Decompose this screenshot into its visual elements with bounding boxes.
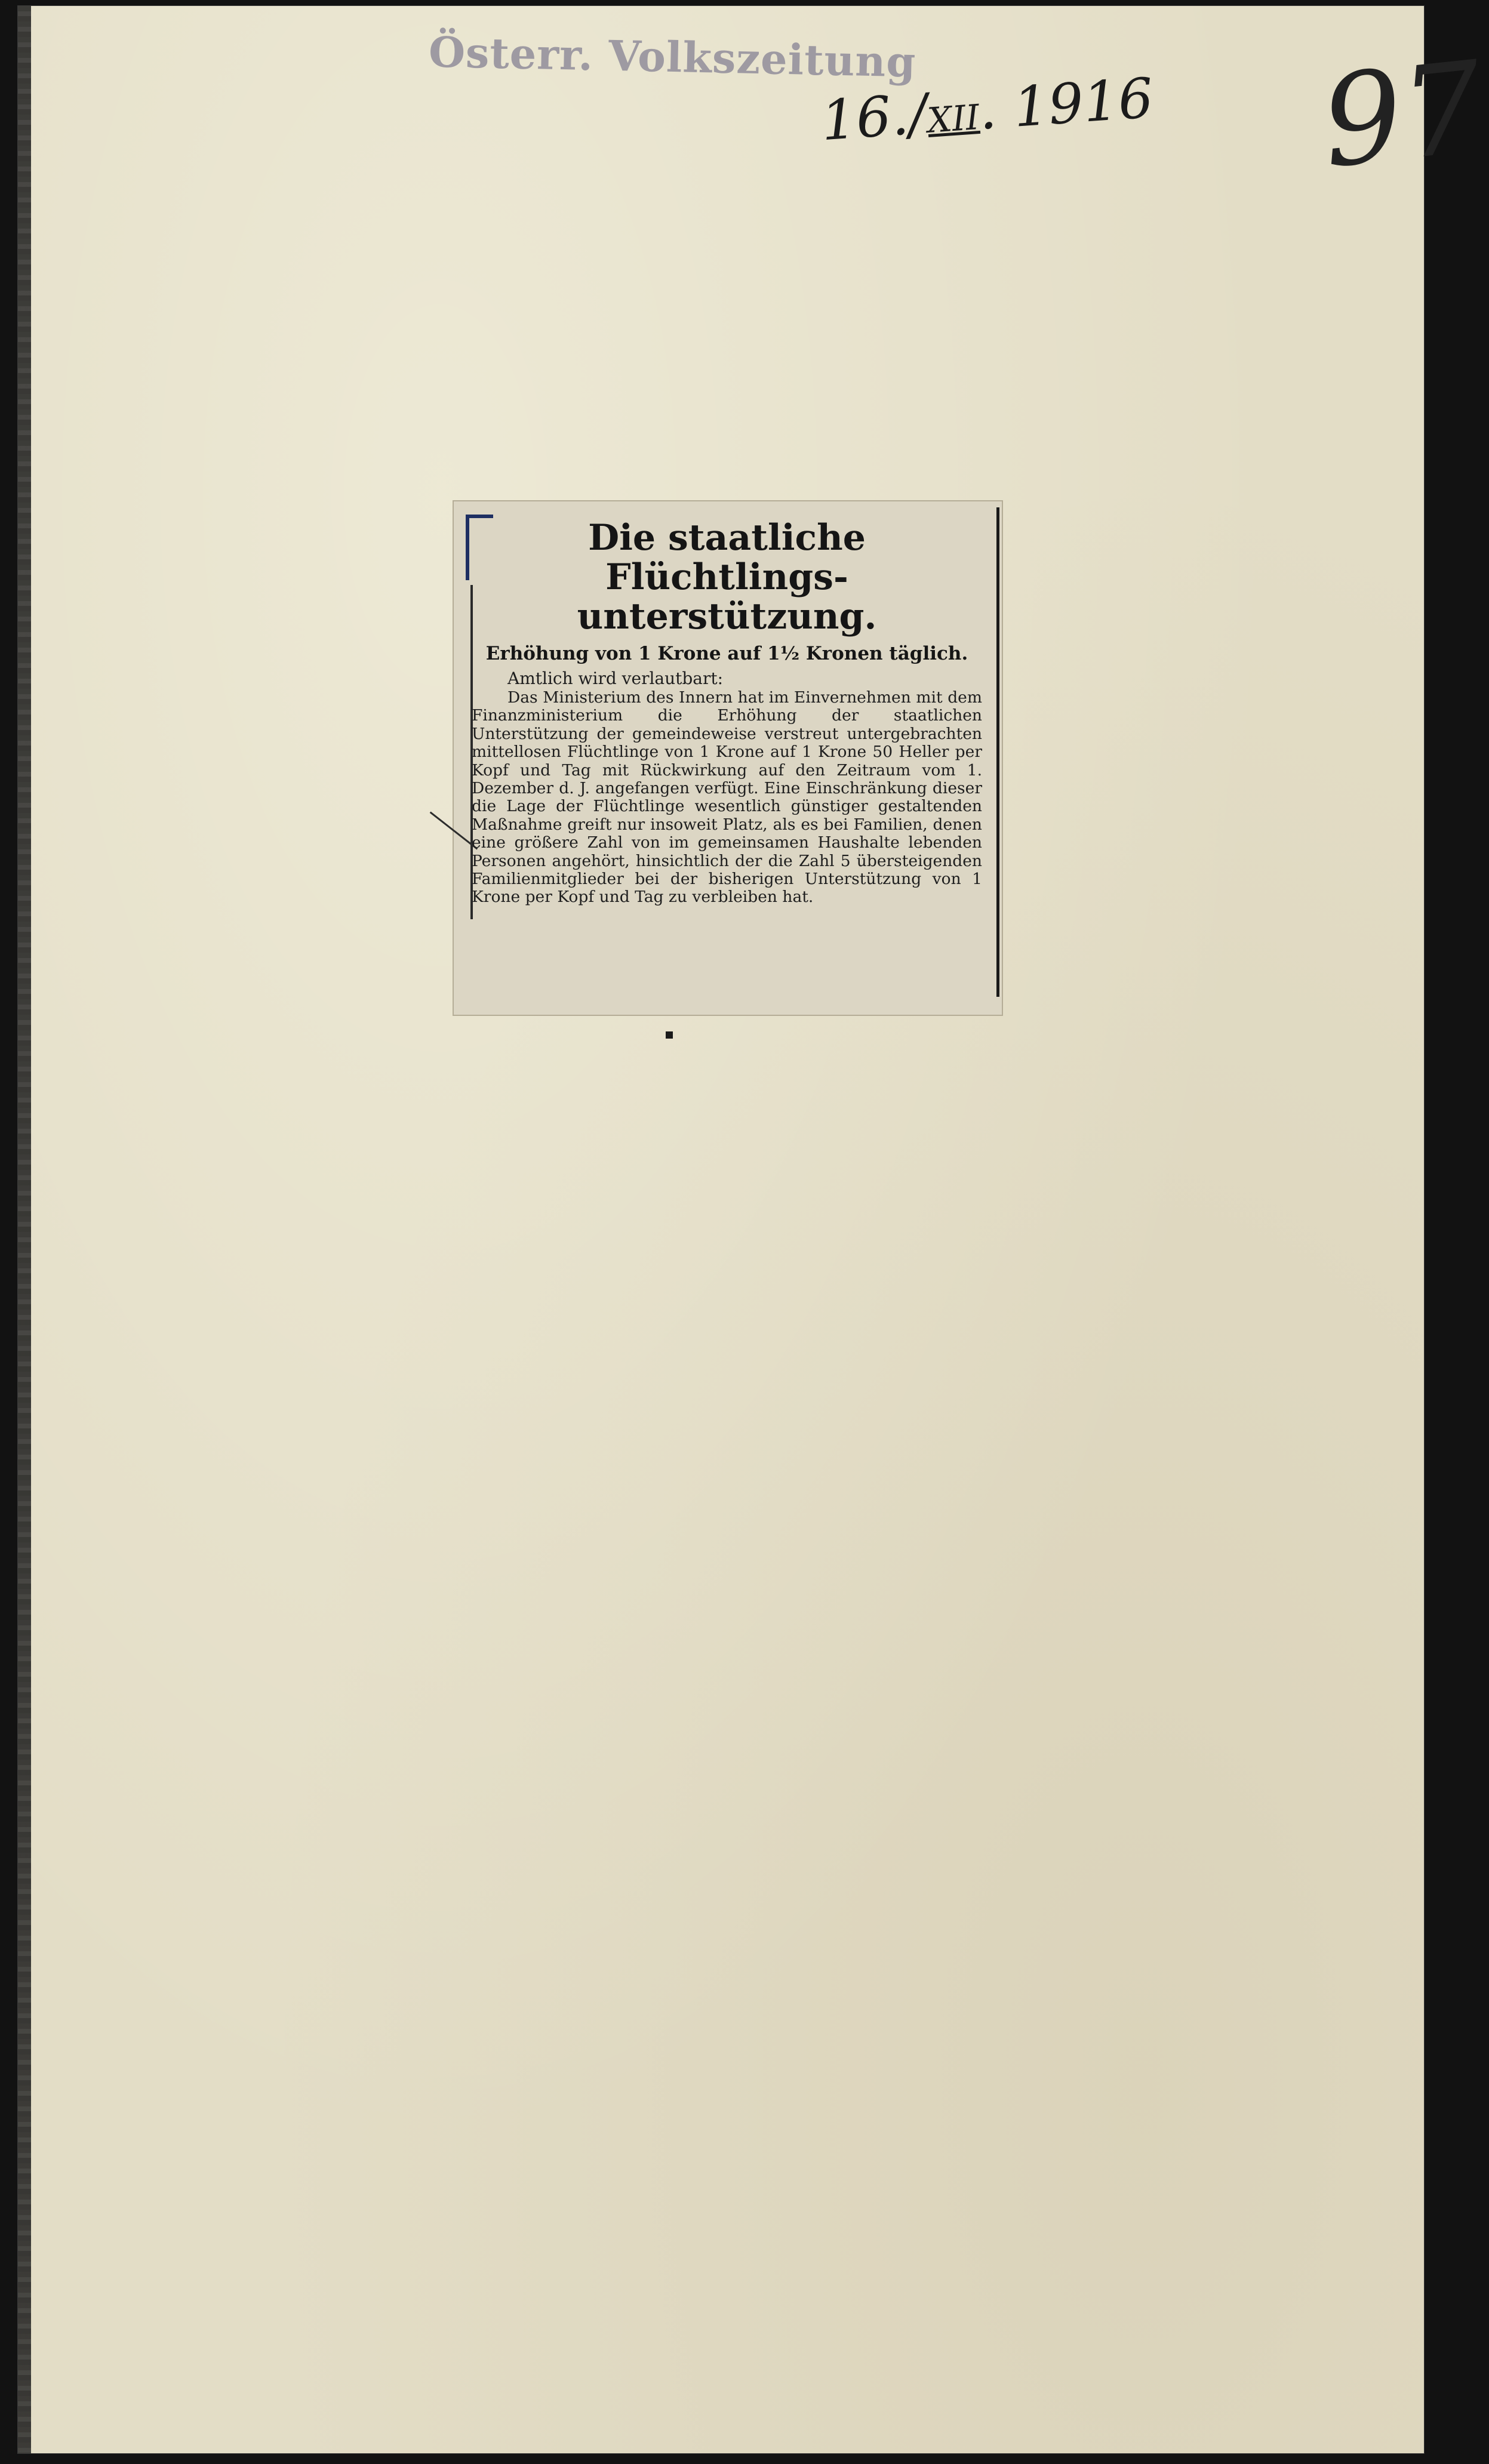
date-year: . 1916 [976, 66, 1156, 142]
article-headline: Die staatliche Flüchtlings-unterstützung. [577, 517, 877, 637]
column-rule [996, 507, 999, 997]
date-month: XII [925, 97, 981, 141]
binding-edge [18, 6, 31, 2453]
newspaper-stamp: Österr. Volkszeitung [428, 27, 917, 87]
article-lead: Amtlich wird verlautbart: [507, 669, 724, 688]
article-body: Das Ministerium des Innern hat im Einvernehmen mit dem Finanzministerium die Erhöhung der staatlichen Unterstützung der gemeindeweise verstreut untergebrachten mittellosen Flüchtlinge von 1 Krone auf 1 Krone 50 Heller per Kopf und Tag mit Rückwirkung auf den Zeitraum vom 1. Dezember d. J. angefangen verfügt. Eine Einschränkung dieser die Lage der Flüchtlinge wesentlich günstiger gestaltenden Maßnahme greift nur insoweit Platz, als es bei Familien, denen eine größere Zahl von im gemeinsamen Haushalte lebenden Personen angehört, hinsichtlich der die Zahl 5 übersteigenden Familienmitglieder bei der bisherigen Unterstützung von 1 Krone per Kopf und Tag zu verbleiben hat. [472, 688, 982, 907]
article-subheadline: Erhöhung von 1 Krone auf 1½ Kronen täglich. [485, 643, 968, 664]
folio-number: 97 [1315, 33, 1489, 196]
date-slash: / [906, 82, 930, 147]
blue-pencil-mark [466, 515, 469, 580]
dust-speck [666, 1031, 673, 1039]
clipping-content [472, 518, 982, 907]
newspaper-clipping [454, 501, 1002, 1015]
archive-sheet [18, 6, 1489, 2453]
date-day: 16. [819, 83, 911, 153]
